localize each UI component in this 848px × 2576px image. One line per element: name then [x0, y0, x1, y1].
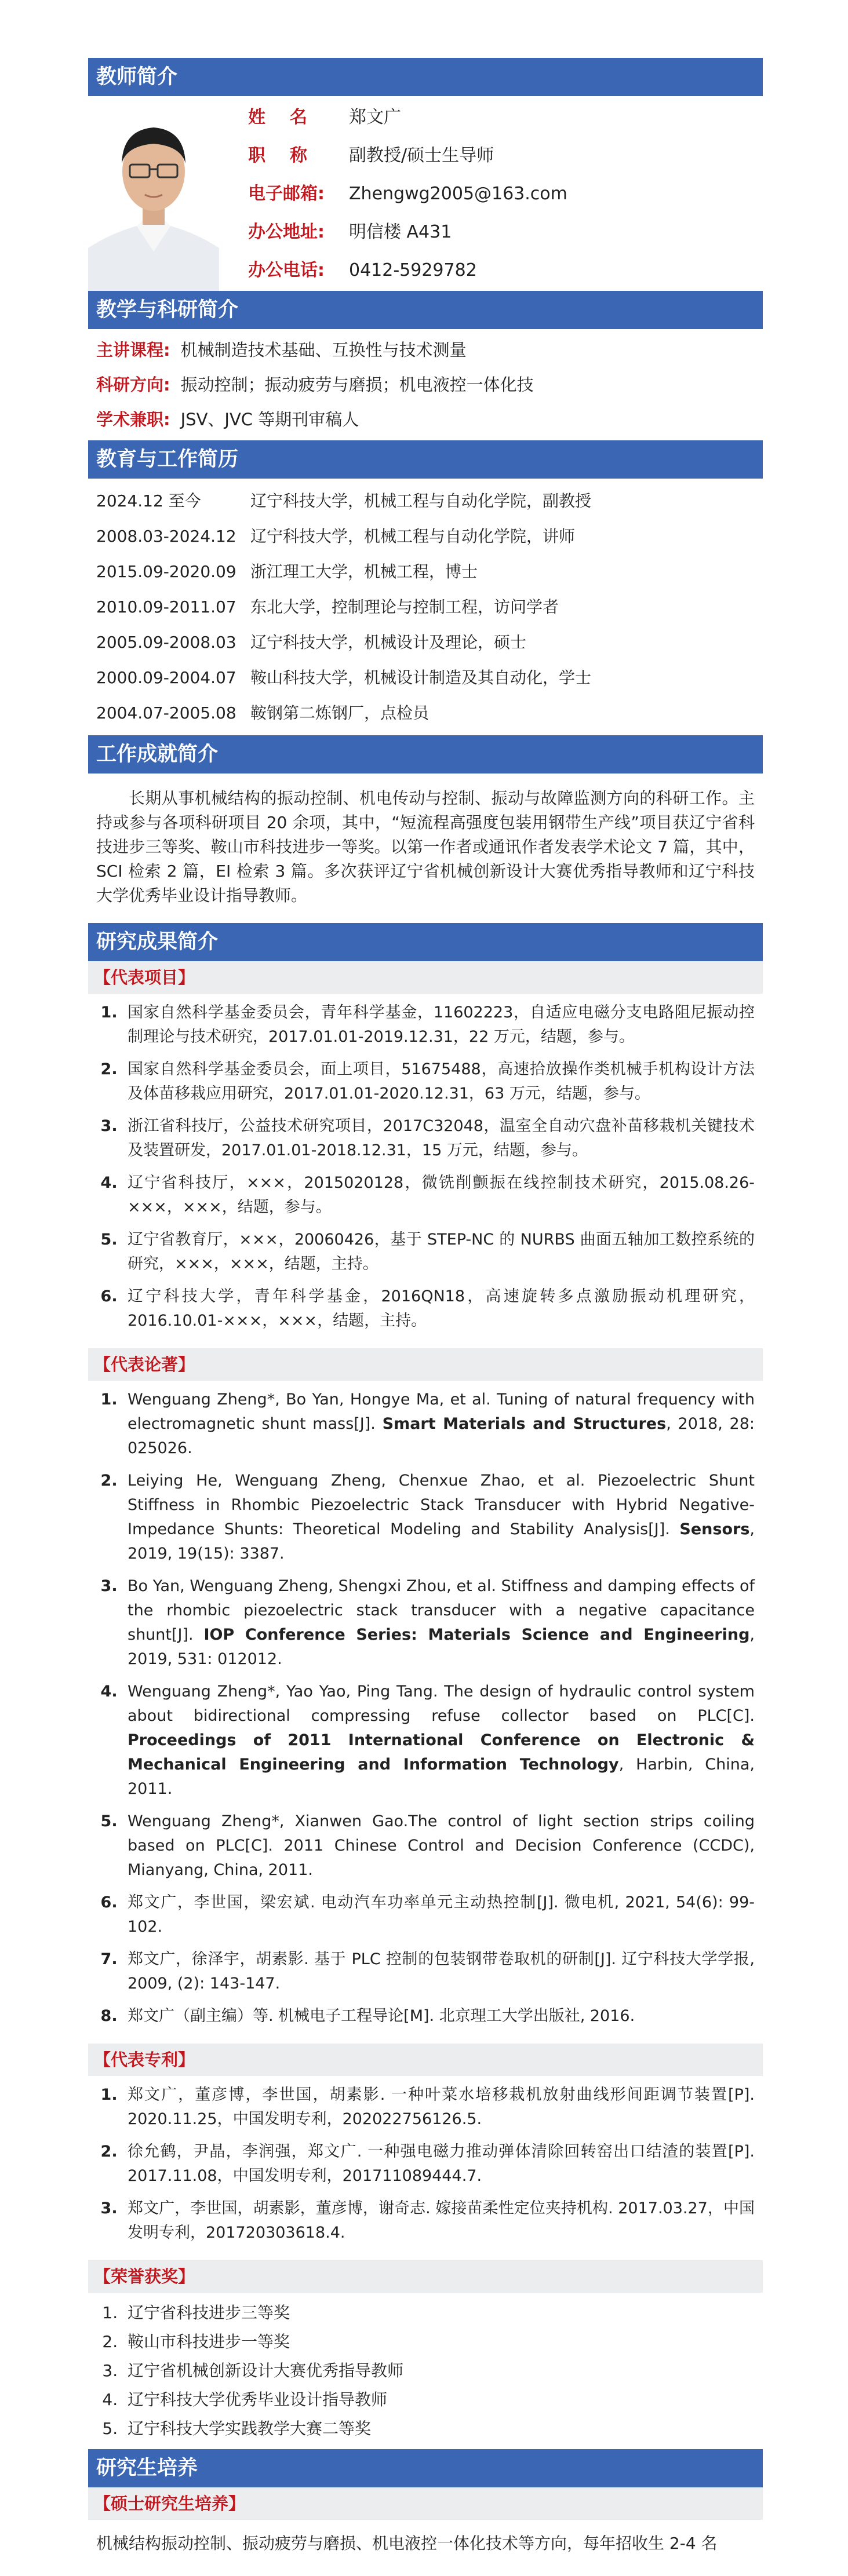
paper-journal: IOP Conference Series: Materials Science and Engineering: [203, 1626, 750, 1644]
edu-desc: 辽宁科技大学，机械设计及理论，硕士: [250, 633, 527, 652]
list-item: 5. 辽宁省教育厅，×××，20060426，基于 STEP-NC 的 NURBS 曲面五轴加工数控系统的研究，×××，×××，结题，主持。: [123, 1228, 755, 1276]
paper-journal: Smart Materials and Structures: [382, 1415, 667, 1433]
phone-label: 办公电话:: [248, 260, 325, 280]
paper-tail: , 2019, 19(15): 3387.: [128, 1520, 755, 1563]
kv-label: 学术兼职:: [96, 410, 170, 429]
phone-value: 0412-5929782: [349, 260, 477, 280]
list-item: 2. 鞍山市科技进步一等奖: [123, 2327, 755, 2356]
list-item: [88, 695, 763, 731]
master-header: 【硕士研究生培养】: [88, 2487, 763, 2520]
teaching-list: [88, 329, 763, 440]
kv-label: 主讲课程:: [96, 340, 170, 360]
list-item: [123, 1809, 755, 1882]
teacher-profile-page: [88, 58, 763, 2556]
name-value: 郑文广: [349, 107, 401, 127]
list-item: 4. 辽宁科技大学优秀毕业设计指导教师: [123, 2385, 755, 2414]
list-item: [123, 1574, 755, 1672]
list-item: 1. 郑文广，董彦博，李世国，胡素影. 一种叶菜水培移栽机放射曲线形间距调节装置[P]. 2020.11.25，中国发明专利，202022756126.5.: [123, 2083, 755, 2132]
paper-text: Leiying He, Wenguang Zheng, Chenxue Zhao, et al. Piezoelectric Shunt Stiffness in Rhombic Piezoelectric Stack Transducer with Hybrid Negative-Impedance Shunts: Theoretical Modeling and Stability Analysis[J].: [128, 1472, 755, 1538]
edu-desc: 东北大学，控制理论与控制工程，访问学者: [250, 597, 559, 616]
email-label: 电子邮箱:: [248, 184, 325, 204]
office-label: 办公地址:: [248, 222, 325, 242]
edu-date: 2008.03-2024.12: [96, 527, 236, 546]
list-item: 5. 辽宁科技大学实践教学大赛二等奖: [123, 2414, 755, 2443]
honors-list: [88, 2293, 763, 2449]
edu-date: 2004.07-2005.08: [96, 703, 236, 723]
projects-header: 【代表项目】: [88, 961, 763, 994]
list-item: 2. 国家自然科学基金委员会，面上项目，51675488，高速拾放操作类机械手机构设计方法及体苗移栽应用研究，2017.01.01-2020.12.31，63 万元，结题，参与。: [123, 1057, 755, 1106]
list-item: [88, 625, 763, 660]
list-item: 3. 辽宁省机械创新设计大赛优秀指导教师: [123, 2356, 755, 2385]
list-item: [123, 2004, 755, 2028]
name-row: [248, 98, 567, 137]
list-item: 1. 辽宁省科技进步三等奖: [123, 2298, 755, 2327]
list-item: [123, 1388, 755, 1461]
list-item: [123, 1947, 755, 1996]
section-header-teacher: 教师简介: [88, 58, 763, 96]
profile-card: [88, 96, 763, 291]
list-item: 1. 国家自然科学基金委员会，青年科学基金，11602223，自适应电磁分支电路阻尼振动控制理论与技术研究，2017.01.01-2019.12.31，22 万元，结题，参与。: [123, 1001, 755, 1049]
title-value: 副教授/硕士生导师: [349, 145, 494, 166]
graduate-text: 机械结构振动控制、振动疲劳与磨损、机电液控一体化技术等方向，每年招收生 2-4 名: [96, 2534, 718, 2553]
edu-desc: 鞍山科技大学，机械设计制造及其自动化，学士: [250, 668, 592, 687]
paper-text: 郑文广（副主编）等. 机械电子工程导论[M]. 北京理工大学出版社, 2016.: [128, 2007, 635, 2025]
achievements-text: 长期从事机械结构的振动控制、机电传动与控制、振动与故障监测方向的科研工作。主持或参与各项科研项目 20 余项，其中，“短流程高强度包装用钢带生产线”项目获辽宁省科技进步三等奖、鞍山市科技进步一等奖。以第一作者或通讯作者发表学术论文 7 篇，其中，SCI 检索 2 篇，EI 检索 3 篇。多次获评辽宁省机械创新设计大赛优秀指导教师和辽宁科技大学优秀毕业设计指导教师。: [96, 789, 755, 905]
list-item: [88, 519, 763, 554]
patents-header: 【代表专利】: [88, 2044, 763, 2076]
paper-text: Wenguang Zheng*, Bo Yan, Hongye Ma, et al. Tuning of natural frequency with electromagnetic shunt mass[J].: [128, 1391, 755, 1433]
edu-desc: 鞍钢第二炼钢厂，点检员: [250, 703, 430, 723]
education-list: [88, 479, 763, 735]
section-header-research: 研究成果简介: [88, 923, 763, 961]
section-header-teaching: 教学与科研简介: [88, 291, 763, 329]
projects-list: [88, 994, 763, 1348]
kv-value: JSV、JVC 等期刊审稿人: [180, 410, 359, 429]
paper-journal: Sensors: [679, 1520, 750, 1538]
list-item: 6. 辽宁科技大学，青年科学基金，2016QN18，高速旋转多点激励振动机理研究，2016.10.01-×××，×××，结题，主持。: [123, 1285, 755, 1333]
list-item: 3. 郑文广，李世国，胡素影，董彦博，谢奇志. 嫁接苗柔性定位夹持机构. 2017.03.27，中国发明专利，201720303618.4.: [123, 2196, 755, 2245]
section-header-education: 教育与工作简历: [88, 440, 763, 479]
edu-desc: 浙江理工大学，机械工程，博士: [250, 562, 478, 581]
teaching-row-research: [88, 367, 763, 402]
section-header-graduate: 研究生培养: [88, 2449, 763, 2487]
avatar: [88, 96, 219, 291]
profile-info: [248, 98, 567, 290]
paper-text: 郑文广，徐泽宇，胡素影. 基于 PLC 控制的包装钢带卷取机的研制[J]. 辽宁科技大学学报, 2009, (2): 143-147.: [128, 1950, 755, 1993]
paper-text: Wenguang Zheng*, Xianwen Gao.The control of light section strips coiling based on PLC[C]. 2011 Chinese Control and Decision Conference (CCDC), Mianyang, China, 2011.: [128, 1812, 755, 1879]
papers-list: [88, 1381, 763, 2044]
list-item: 4. 辽宁省科技厅，×××，2015020128，微铣削颤振在线控制技术研究，2015.08.26-×××，×××，结题，参与。: [123, 1171, 755, 1220]
list-item: 3. 浙江省科技厅，公益技术研究项目，2017C32048，温室全自动穴盘补苗移栽机关键技术及装置研发，2017.01.01-2018.12.31，15 万元，结题，参与。: [123, 1114, 755, 1163]
name-label: 姓名: [248, 107, 332, 127]
edu-date: 2024.12 至今: [96, 491, 201, 510]
phone-row: [248, 251, 567, 290]
list-item: [123, 1469, 755, 1566]
office-value: 明信楼 A431: [349, 222, 452, 242]
edu-date: 2000.09-2004.07: [96, 668, 236, 687]
list-item: [123, 1891, 755, 1939]
kv-label: 科研方向:: [96, 375, 170, 395]
papers-header: 【代表论著】: [88, 1348, 763, 1381]
list-item: [88, 660, 763, 695]
edu-date: 2015.09-2020.09: [96, 562, 236, 581]
list-item: 2. 徐允鹤，尹晶，李润强，郑文广. 一种强电磁力推动弹体清除回转窑出口结渣的装置[P]. 2017.11.08，中国发明专利，201711089444.7.: [123, 2140, 755, 2188]
email-row: [248, 175, 567, 213]
portrait-photo: [88, 96, 219, 291]
paper-text: Bo Yan, Wenguang Zheng, Shengxi Zhou, et al. Stiffness and damping effects of the rhombic piezoelectric stack transducer with a negative capacitance shunt[J].: [128, 1577, 755, 1644]
teaching-row-academic: [88, 402, 763, 437]
patents-list: [88, 2076, 763, 2260]
kv-value: 机械制造技术基础、互换性与技术测量: [180, 340, 467, 360]
list-item: [123, 1680, 755, 1801]
edu-desc: 辽宁科技大学，机械工程与自动化学院，讲师: [250, 527, 576, 546]
paper-text: 郑文广，李世国，梁宏斌. 电动汽车功率单元主动热控制[J]. 微电机, 2021, 54(6): 99-102.: [128, 1893, 755, 1936]
title-label: 职称: [248, 145, 332, 166]
edu-desc: 辽宁科技大学，机械工程与自动化学院，副教授: [250, 491, 592, 510]
kv-value: 振动控制；振动疲劳与磨损；机电液控一体化技: [180, 375, 534, 395]
paper-text: Wenguang Zheng*, Yao Yao, Ping Tang. The design of hydraulic control system about bidirectional compressing refuse collector based on PLC[C].: [128, 1683, 755, 1725]
honors-header: 【荣誉获奖】: [88, 2260, 763, 2293]
section-header-achievements: 工作成就简介: [88, 735, 763, 773]
list-item: [88, 589, 763, 625]
list-item: [88, 483, 763, 519]
edu-date: 2010.09-2011.07: [96, 597, 236, 616]
edu-date: 2005.09-2008.03: [96, 633, 236, 652]
paper-tail: , Harbin, China, 2011.: [128, 1756, 755, 1798]
title-row: [248, 137, 567, 175]
paper-tail: , 2019, 531: 012012.: [128, 1626, 755, 1668]
list-item: [88, 554, 763, 589]
teaching-row-courses: [88, 333, 763, 367]
email-value[interactable]: Zhengwg2005@163.com: [349, 184, 567, 204]
paper-tail: , 2018, 28: 025026.: [128, 1415, 755, 1457]
office-row: [248, 213, 567, 251]
paper-journal: Proceedings of 2011 International Conference on Electronic & Mechanical Engineering and Information Technology: [128, 1731, 755, 1774]
